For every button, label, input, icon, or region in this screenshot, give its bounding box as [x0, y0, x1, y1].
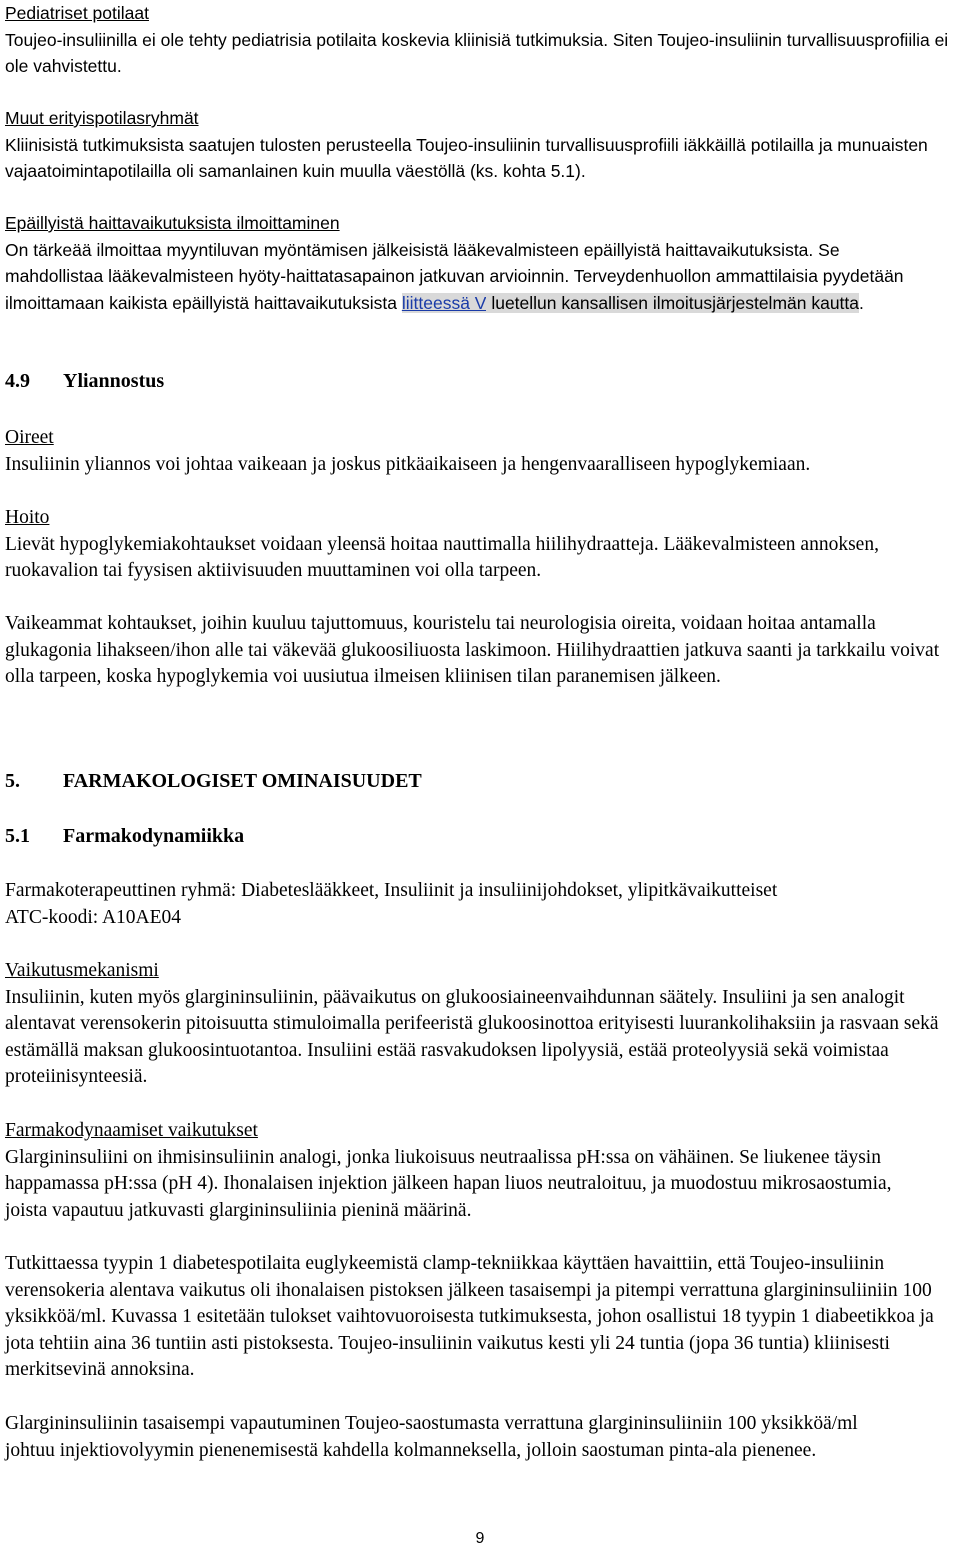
mechanism-section: [5, 958, 955, 1091]
overdose-heading: [5, 370, 955, 393]
severe-section: [5, 611, 955, 691]
overdose-number: 4.9: [5, 370, 30, 392]
pharmacotherapeutic-group: Farmakoterapeuttinen ryhmä: Diabeteslääkkeet, Insuliinit ja insuliinijohdokset, ylipitkävaikutteiset: [5, 880, 778, 901]
symptoms-text: Insuliinin yliannos voi johtaa vaikeaan ja joskus pitkäaikaiseen ja hengenvaaralliseen hypoglykemiaan.: [5, 453, 811, 475]
special-groups-heading: Muut erityispotilasryhmät: [5, 108, 199, 128]
release-text: Glargininsuliinin tasaisempi vapautuminen Toujeo-saostumasta verrattuna glargininsuliiniin 100 yksikköä/ml johtuu injektiovolyymin pienenemisestä kahdella kolmanneksella, jolloin saostuman pinta-ala pienenee.: [5, 1413, 858, 1461]
section-51-number: 5.1: [5, 825, 30, 847]
severe-text: Vaikeammat kohtaukset, joihin kuuluu tajuttomuus, kouristelu tai neurologisia oireita, voidaan hoitaa antamalla glukagonia lihakseen/ihon alle tai väkevää glukoosiliuosta laskimoon. Hiilihydraattien jatkuva saanti ja tarkkailu voivat olla tarpeen, koska hypoglykemia voi uusiutua ilmeisen kliinisen tilan paranemisen jälkeen.: [5, 613, 940, 687]
release-section: [5, 1411, 955, 1464]
section-5-number: 5.: [5, 770, 20, 792]
atc-section: [5, 878, 955, 931]
mechanism-text: Insuliinin, kuten myös glargininsuliinin, päävaikutus on glukoosiaineenvaihdunnan säätely. Insuliini ja sen analogit alentavat verensokerin pitoisuutta stimuloimalla perifeeristä glukoosinottoa erityisesti luurankolihaksiin ja rasvaan sekä estämällä maksan glukoosintuotantoa. Insuliini estää rasvakudoksen lipolyysiä, estää proteolyysiä sekä voimistaa proteiinisynteesiä.: [5, 986, 939, 1087]
pediatric-heading: Pediatriset potilaat: [5, 3, 149, 23]
section-5-heading: [5, 770, 955, 793]
clamp-section: [5, 1251, 955, 1384]
treatment-section: [5, 505, 955, 585]
reporting-text: [5, 237, 910, 317]
pediatric-section: [5, 0, 955, 80]
section-51-heading: [5, 825, 955, 848]
special-groups-text: Kliinisistä tutkimuksista saatujen tulosten perusteella Toujeo-insuliinin turvallisuusprofiili iäkkäillä potilailla ja munuaisten vajaatoimintapotilailla oli samanlainen kuin muulla väestöllä (ks. kohta 5.1).: [5, 134, 928, 181]
reporting-after-link: luetellun kansallisen ilmoitusjärjestelmän kautta: [486, 292, 860, 313]
section-5-title: FARMAKOLOGISET OMINAISUUDET: [63, 770, 422, 792]
pd-effects-section: [5, 1118, 955, 1224]
clamp-text: Tutkittaessa tyypin 1 diabetespotilaita euglykeemistä clamp-tekniikkaa käyttäen havaittiin, että Toujeo-insuliinin verensokeria alentava vaikutus oli ihonalaisen pistoksen jälkeen tasaisempi ja pitempi verrattuna glargininsuliiniin 100 yksikköä/ml. Kuvassa 1 esitetään tulokset vaihtovuoroisesta tutkimuksesta, johon osallistui 18 tyypin 1 diabeetikkoa ja jota tehtiin aina 36 tuntiin asti pistoksesta. Toujeo-insuliinin vaikutus kesti yli 24 tuntia (jopa 36 tuntia) kliinisesti merkitsevinä annoksina.: [5, 1253, 934, 1380]
atc-code: ATC-koodi: A10AE04: [5, 906, 182, 928]
reporting-heading: Epäillyistä haittavaikutuksista ilmoittaminen: [5, 213, 340, 233]
annex-v-link[interactable]: liitteessä V: [401, 292, 487, 313]
pd-effects-text: Glargininsuliini on ihmisinsuliinin analogi, jonka liukoisuus neutraalissa pH:ssa on vähäinen. Se liukenee täysin happamassa pH:ssa (pH 4). Ihonalaisen injektion jälkeen hapan liuos neutraloituu, ja muodostuu mikrosaostumia, joista vapautuu jatkuvasti glargininsuliinia pieninä määrinä.: [5, 1146, 892, 1221]
treatment-text: Lievät hypoglykemiakohtaukset voidaan yleensä hoitaa nauttimalla hiilihydraatteja. Lääkevalmisteen annoksen, ruokavalion tai fyysisen aktiivisuuden muuttaminen voi olla tarpeen.: [5, 533, 879, 581]
symptoms-heading: Oireet: [5, 427, 54, 448]
overdose-title: Yliannostus: [63, 370, 165, 392]
page-number: 9: [475, 1530, 485, 1547]
reporting-body: On tärkeää ilmoittaa myyntiluvan myöntämisen jälkeisistä lääkevalmisteen epäillyistä haittavaikutuksista. Se mahdollistaa lääkevalmisteen hyöty-haittatasapainon jatkuvan arvioinnin. Terveydenhuollon ammattilaisia pyydetään ilmoittamaan kaikista epäillyistä haittavaikutuksista: [5, 239, 904, 313]
section-51-title: Farmakodynamiikka: [63, 825, 245, 847]
special-groups-section: [5, 105, 955, 185]
pd-effects-heading: Farmakodynaamiset vaikutukset: [5, 1120, 258, 1141]
pediatric-text: Toujeo-insuliinilla ei ole tehty pediatrisia potilaita koskevia kliinisiä tutkimuksia. Siten Toujeo-insuliinin turvallisuusprofiilia ei ole vahvistettu.: [5, 29, 949, 76]
symptoms-section: [5, 425, 955, 478]
reporting-section: [5, 210, 955, 316]
treatment-heading: Hoito: [5, 507, 50, 528]
mechanism-heading: Vaikutusmekanismi: [5, 960, 159, 981]
reporting-end: .: [859, 292, 864, 313]
